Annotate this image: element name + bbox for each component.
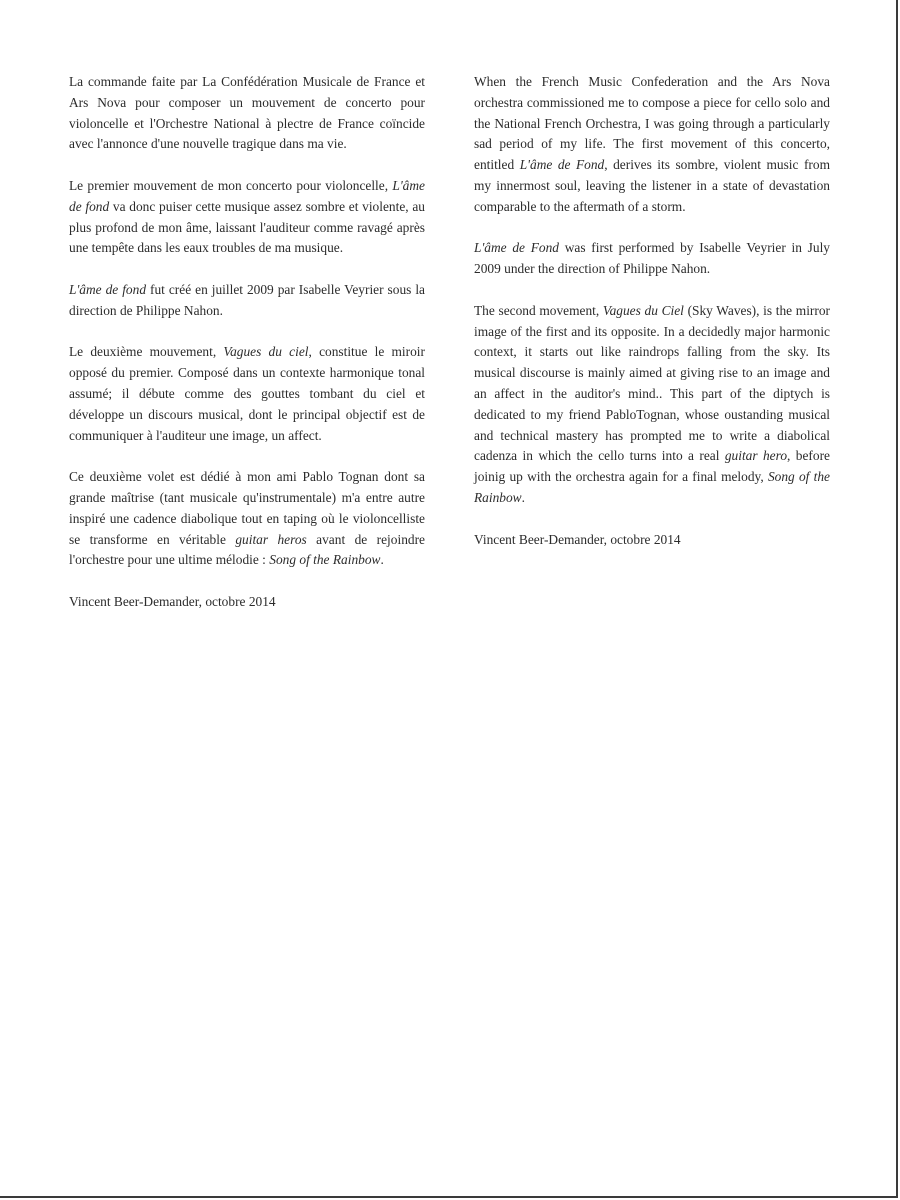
- en-p3-text-b: (Sky Waves), is the mirror image of the first and its opposite. In a decidedly major harmonic context, it starts out like raindrops falling from the sky. Its musical discourse is mainly aimed at giving rise to an image and an affect in the auditor's mind.. This part of the diptych is dedicated to my friend PabloTognan, whose oustanding musical and technical mastery has prompted me to write a diabolical cadenza in which the cello turns into a real: [474, 302, 830, 464]
- en-paragraph-premiere: [474, 238, 830, 280]
- en-paragraph-commission: [474, 72, 830, 218]
- fr-paragraph-premiere: [69, 280, 425, 322]
- en-p1-text-b: , derives its sombre, violent music from my innermost soul, leaving the listener in a state of devastation comparable to the aftermath of a storm.: [474, 157, 830, 214]
- en-p2-text-b: was first performed by Isabelle Veyrier in July 2009 under the direction of Philippe Nahon.: [474, 240, 830, 277]
- fr-p5-title-song: Song of the Rainbow: [269, 552, 381, 568]
- fr-p4-text-a: Le deuxième mouvement,: [69, 344, 224, 360]
- fr-paragraph-commission: [69, 72, 425, 155]
- en-p1-title: L'âme de Fond: [519, 157, 605, 173]
- en-p1-text-a: When the French Music Confederation and the Ars Nova orchestra commissioned me to compose a piece for cello solo and the National French Orchestra, I was going through a particularly sad period of my life. The first movement of this concerto, entitled: [474, 74, 830, 173]
- fr-p2-text-b: va donc puiser cette musique assez sombre et violente, au plus profond de mon âme, laissant l'auditeur comme ravagé après une tempête dans les eaux troubles de ma musique.: [69, 198, 425, 256]
- fr-p2-text-a: Le premier mouvement de mon concerto pour violoncelle,: [69, 177, 393, 193]
- fr-paragraph-dedication: [69, 467, 425, 571]
- fr-paragraph-first-movement: [69, 176, 425, 259]
- en-p3-text-d: .: [521, 489, 525, 505]
- french-column: [69, 72, 425, 634]
- fr-p5-text-b: avant de rejoindre l'orchestre pour une ultime mélodie :: [69, 531, 425, 568]
- en-p3-title-guitar: guitar hero: [724, 448, 788, 464]
- fr-p3-title: L'âme de fond: [69, 281, 147, 297]
- fr-p4-text-b: , constitue le miroir opposé du premier. Composé dans un contexte harmonique tonal assumé; il débute comme des gouttes tombant du ciel et développe un discours musical, dont le principal objectif est de communiquer à l'auditeur une image, un affect.: [69, 344, 425, 443]
- en-p2-title: L'âme de Fond: [474, 240, 559, 256]
- en-p3-text-c: , before joinig up with the orchestra again for a final melody,: [474, 448, 830, 485]
- fr-p2-title: L'âme de fond: [69, 177, 425, 214]
- en-p3-title: Vagues du Ciel: [602, 302, 684, 318]
- en-signature: Vincent Beer-Demander, octobre 2014: [474, 531, 681, 547]
- fr-p5-title-guitar: guitar heros: [235, 531, 307, 547]
- fr-signature: Vincent Beer-Demander, octobre 2014: [69, 593, 276, 609]
- fr-p1-text: La commande faite par La Confédération Musicale de France et Ars Nova pour composer un mouvement de concerto pour violoncelle et l'Orchestre National à plectre de France coïncide avec l'annonce d'une nouvelle tragique dans ma vie.: [69, 74, 425, 152]
- en-paragraph-second-movement: [474, 301, 830, 509]
- fr-p3-text-b: fut créé en juillet 2009 par Isabelle Veyrier sous la direction de Philippe Nahon.: [69, 281, 425, 318]
- fr-p5-text-a: Ce deuxième volet est dédié à mon ami Pablo Tognan dont sa grande maîtrise (tant musicale qu'instrumentale) m'a entre autre inspiré une cadence diabolique tout en taping où le violoncelliste se transforme en véritable: [69, 469, 425, 547]
- fr-p4-title: Vagues du ciel: [223, 344, 309, 360]
- en-p3-title-song: Song of the Rainbow: [474, 469, 830, 505]
- fr-paragraph-second-movement: [69, 342, 425, 446]
- fr-p5-text-c: .: [380, 552, 384, 568]
- en-p3-text-a: The second movement,: [474, 302, 603, 318]
- english-column: [474, 72, 830, 571]
